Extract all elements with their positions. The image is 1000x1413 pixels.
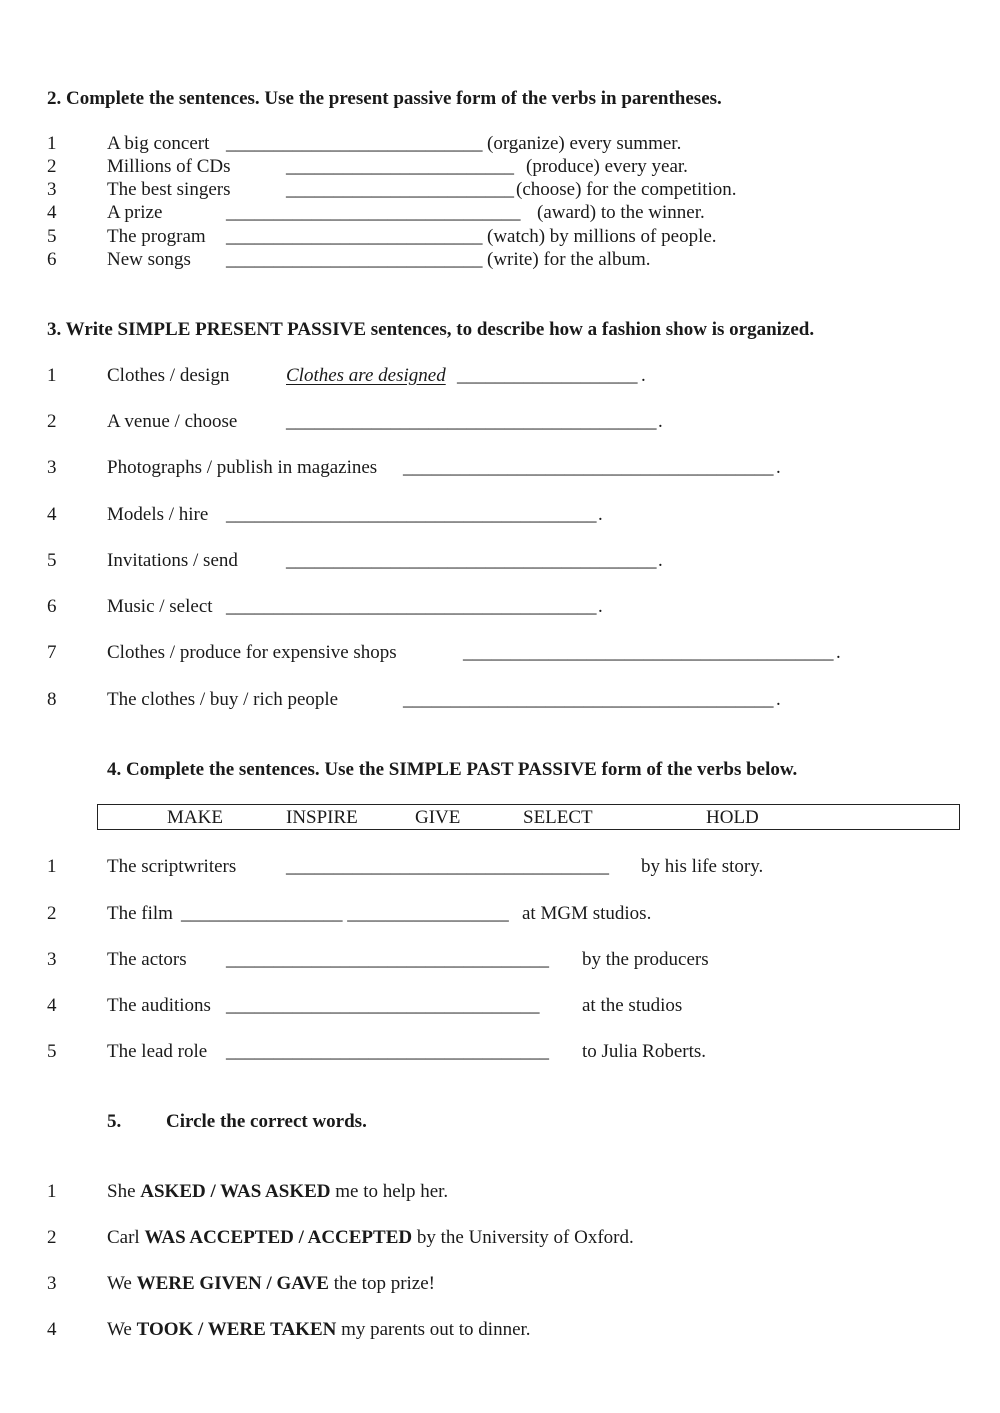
sentence-subject: The lead role — [107, 1041, 208, 1062]
answer-blank[interactable]: _______________________________ — [226, 202, 521, 223]
choice-sentence — [107, 1180, 448, 1203]
sentence-rest: (award) to the winner. — [537, 202, 705, 223]
sentence-end: by the University of Oxford. — [412, 1227, 634, 1248]
prompt-text: Clothes / design — [107, 365, 230, 386]
item-number: 2 — [47, 903, 57, 924]
sentence-end: my parents out to dinner. — [336, 1319, 531, 1340]
word-bank-word: HOLD — [706, 807, 759, 828]
sentence-rest: (watch) by millions of people. — [487, 226, 717, 247]
answer-blank[interactable]: ___________________________ — [226, 226, 483, 247]
sentence-rest: at MGM studios. — [522, 903, 652, 924]
sentence-end: me to help her. — [330, 1181, 449, 1202]
answer-blank[interactable]: _______________________________________ — [226, 596, 597, 617]
item-number: 5 — [47, 1041, 57, 1062]
answer-blank[interactable]: _________________________________ — [226, 995, 540, 1016]
section-3-heading: 3. Write SIMPLE PRESENT PASSIVE sentences, to describe how a fashion show is organized. — [47, 319, 815, 340]
prompt-text: Clothes / produce for expensive shops — [107, 642, 397, 663]
sentence-start: We — [107, 1273, 137, 1294]
item-number: 7 — [47, 642, 57, 663]
sentence-end: . — [658, 411, 663, 432]
item-number: 4 — [47, 1319, 57, 1340]
sentence-rest: (organize) every summer. — [487, 133, 682, 154]
item-number: 4 — [47, 202, 57, 223]
sentence-rest: (produce) every year. — [526, 156, 688, 177]
word-bank-word: GIVE — [415, 807, 461, 828]
prompt-text: Invitations / send — [107, 550, 238, 571]
sentence-subject: Millions of CDs — [107, 156, 231, 177]
sentence-subject: The auditions — [107, 995, 211, 1016]
sentence-rest: at the studios — [582, 995, 683, 1016]
word-bank-box — [97, 804, 960, 830]
prompt-text: Music / select — [107, 596, 213, 617]
sentence-subject: The film — [107, 903, 173, 924]
sentence-rest: by his life story. — [641, 856, 764, 877]
sentence-end: . — [776, 689, 781, 710]
answer-blank[interactable]: _______________________________________ — [403, 689, 774, 710]
item-number: 3 — [47, 949, 57, 970]
item-number: 4 — [47, 995, 57, 1016]
item-number: 5 — [47, 550, 57, 571]
sentence-end: . — [598, 596, 603, 617]
prompt-text: Models / hire — [107, 504, 209, 525]
word-options[interactable]: WAS ACCEPTED / ACCEPTED — [144, 1227, 413, 1248]
item-number: 1 — [47, 1181, 57, 1202]
choice-sentence — [107, 1226, 634, 1249]
word-bank-word: SELECT — [523, 807, 593, 828]
answer-blank[interactable]: _______________________________________ — [403, 457, 774, 478]
answer-blank[interactable]: ________________________ — [286, 156, 514, 177]
sentence-end: . — [836, 642, 841, 663]
prompt-text: A venue / choose — [107, 411, 238, 432]
sentence-subject: The best singers — [107, 179, 231, 200]
item-number: 6 — [47, 249, 57, 270]
answer-blank[interactable]: ___________________________ — [226, 133, 483, 154]
item-number: 5 — [47, 226, 57, 247]
sentence-end: . — [776, 457, 781, 478]
sentence-end: . — [658, 550, 663, 571]
item-number: 2 — [47, 1227, 57, 1248]
word-bank-word: MAKE — [167, 807, 223, 828]
item-number: 1 — [47, 133, 57, 154]
item-number: 8 — [47, 689, 57, 710]
item-number: 4 — [47, 504, 57, 525]
sentence-start: We — [107, 1319, 137, 1340]
sentence-rest: (write) for the album. — [487, 249, 651, 270]
word-options[interactable]: WERE GIVEN / GAVE — [136, 1273, 329, 1294]
answer-blank[interactable]: _________________ _________________ — [181, 903, 509, 924]
sentence-start: Carl — [107, 1227, 145, 1248]
word-options[interactable]: ASKED / WAS ASKED — [140, 1181, 331, 1202]
item-number: 1 — [47, 365, 57, 386]
sentence-end: . — [598, 504, 603, 525]
answer-blank[interactable]: _______________________________________ — [463, 642, 834, 663]
section-4-heading: 4. Complete the sentences. Use the SIMPLE PAST PASSIVE form of the verbs below. — [107, 759, 798, 780]
answer-blank[interactable]: _______________________________________ — [286, 411, 657, 432]
section-5-heading: Circle the correct words. — [166, 1111, 367, 1132]
sentence-rest: by the producers — [582, 949, 709, 970]
item-number: 1 — [47, 856, 57, 877]
sentence-rest: to Julia Roberts. — [582, 1041, 707, 1062]
answer-blank[interactable]: __________________________________ — [286, 856, 609, 877]
prompt-text: Photographs / publish in magazines — [107, 457, 378, 478]
word-bank-word: INSPIRE — [286, 807, 358, 828]
sentence-subject: A prize — [107, 202, 163, 223]
section-2-heading: 2. Complete the sentences. Use the present passive form of the verbs in parentheses. — [47, 88, 722, 109]
answer-blank[interactable]: __________________________________ — [226, 1041, 549, 1062]
answer-blank[interactable]: ________________________ — [286, 179, 514, 200]
item-number: 2 — [47, 411, 57, 432]
sentence-subject: The program — [107, 226, 206, 247]
sentence-end: the top prize! — [328, 1273, 435, 1294]
sentence-subject: The scriptwriters — [107, 856, 237, 877]
item-number: 3 — [47, 179, 57, 200]
sentence-start: She — [107, 1181, 141, 1202]
answer-blank[interactable]: _______________________________________ — [226, 504, 597, 525]
section-5-number: 5. — [107, 1111, 122, 1132]
item-number: 6 — [47, 596, 57, 617]
sentence-subject: A big concert — [107, 133, 210, 154]
item-number: 3 — [47, 457, 57, 478]
answer-blank[interactable]: ___________________ — [457, 365, 638, 386]
item-number: 3 — [47, 1273, 57, 1294]
example-answer: Clothes are designed — [286, 365, 446, 386]
sentence-subject: New songs — [107, 249, 191, 270]
word-options[interactable]: TOOK / WERE TAKEN — [136, 1319, 337, 1340]
sentence-end: . — [641, 365, 646, 386]
choice-sentence — [107, 1272, 435, 1295]
answer-blank[interactable]: ___________________________ — [226, 249, 483, 270]
sentence-rest: (choose) for the competition. — [516, 179, 737, 200]
answer-blank[interactable]: __________________________________ — [226, 949, 549, 970]
sentence-subject: The actors — [107, 949, 187, 970]
choice-sentence — [107, 1318, 531, 1341]
item-number: 2 — [47, 156, 57, 177]
prompt-text: The clothes / buy / rich people — [107, 689, 339, 710]
answer-blank[interactable]: _______________________________________ — [286, 550, 657, 571]
